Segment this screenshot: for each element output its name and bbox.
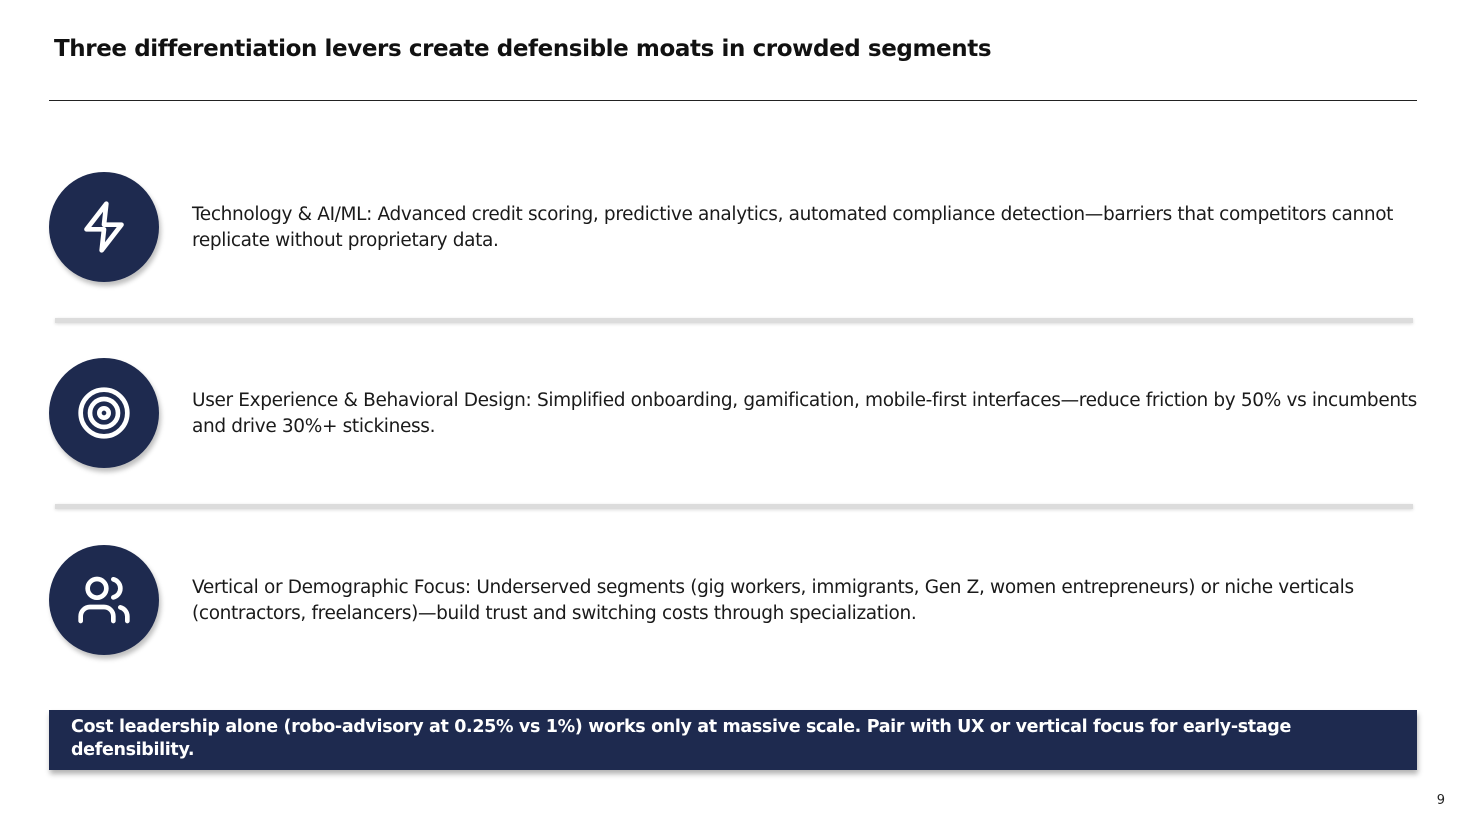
- lever-separator: [55, 318, 1413, 323]
- lever-separator: [55, 504, 1413, 509]
- lever-description: User Experience & Behavioral Design: Simplified onboarding, gamification, mobile-first interfaces—reduce friction by 50% vs incumbents and drive 30%+ stickiness.: [192, 390, 1417, 437]
- lever-description: Technology & AI/ML: Advanced credit scoring, predictive analytics, automated compliance detection—barriers that competitors cannot replicate without proprietary data.: [192, 204, 1394, 251]
- users-icon: [49, 545, 159, 655]
- lever-user-experience: [49, 358, 1417, 470]
- title-divider: [49, 100, 1417, 101]
- key-takeaway-callout: [49, 710, 1417, 770]
- lightning-bolt-icon: [49, 172, 159, 282]
- page-number: 9: [1436, 793, 1445, 808]
- lever-technology: [49, 172, 1417, 284]
- slide-title: Three differentiation levers create defensible moats in crowded segments: [54, 36, 992, 62]
- lever-vertical-focus: [49, 545, 1417, 657]
- callout-text: Cost leadership alone (robo-advisory at 0.25% vs 1%) works only at massive scale. Pair with UX or vertical focus for early-stage defensibility.: [71, 717, 1291, 760]
- target-icon: [49, 358, 159, 468]
- lever-description: Vertical or Demographic Focus: Underserved segments (gig workers, immigrants, Gen Z, women entrepreneurs) or niche verticals (contractors, freelancers)—build trust and switching costs through specialization.: [192, 577, 1354, 624]
